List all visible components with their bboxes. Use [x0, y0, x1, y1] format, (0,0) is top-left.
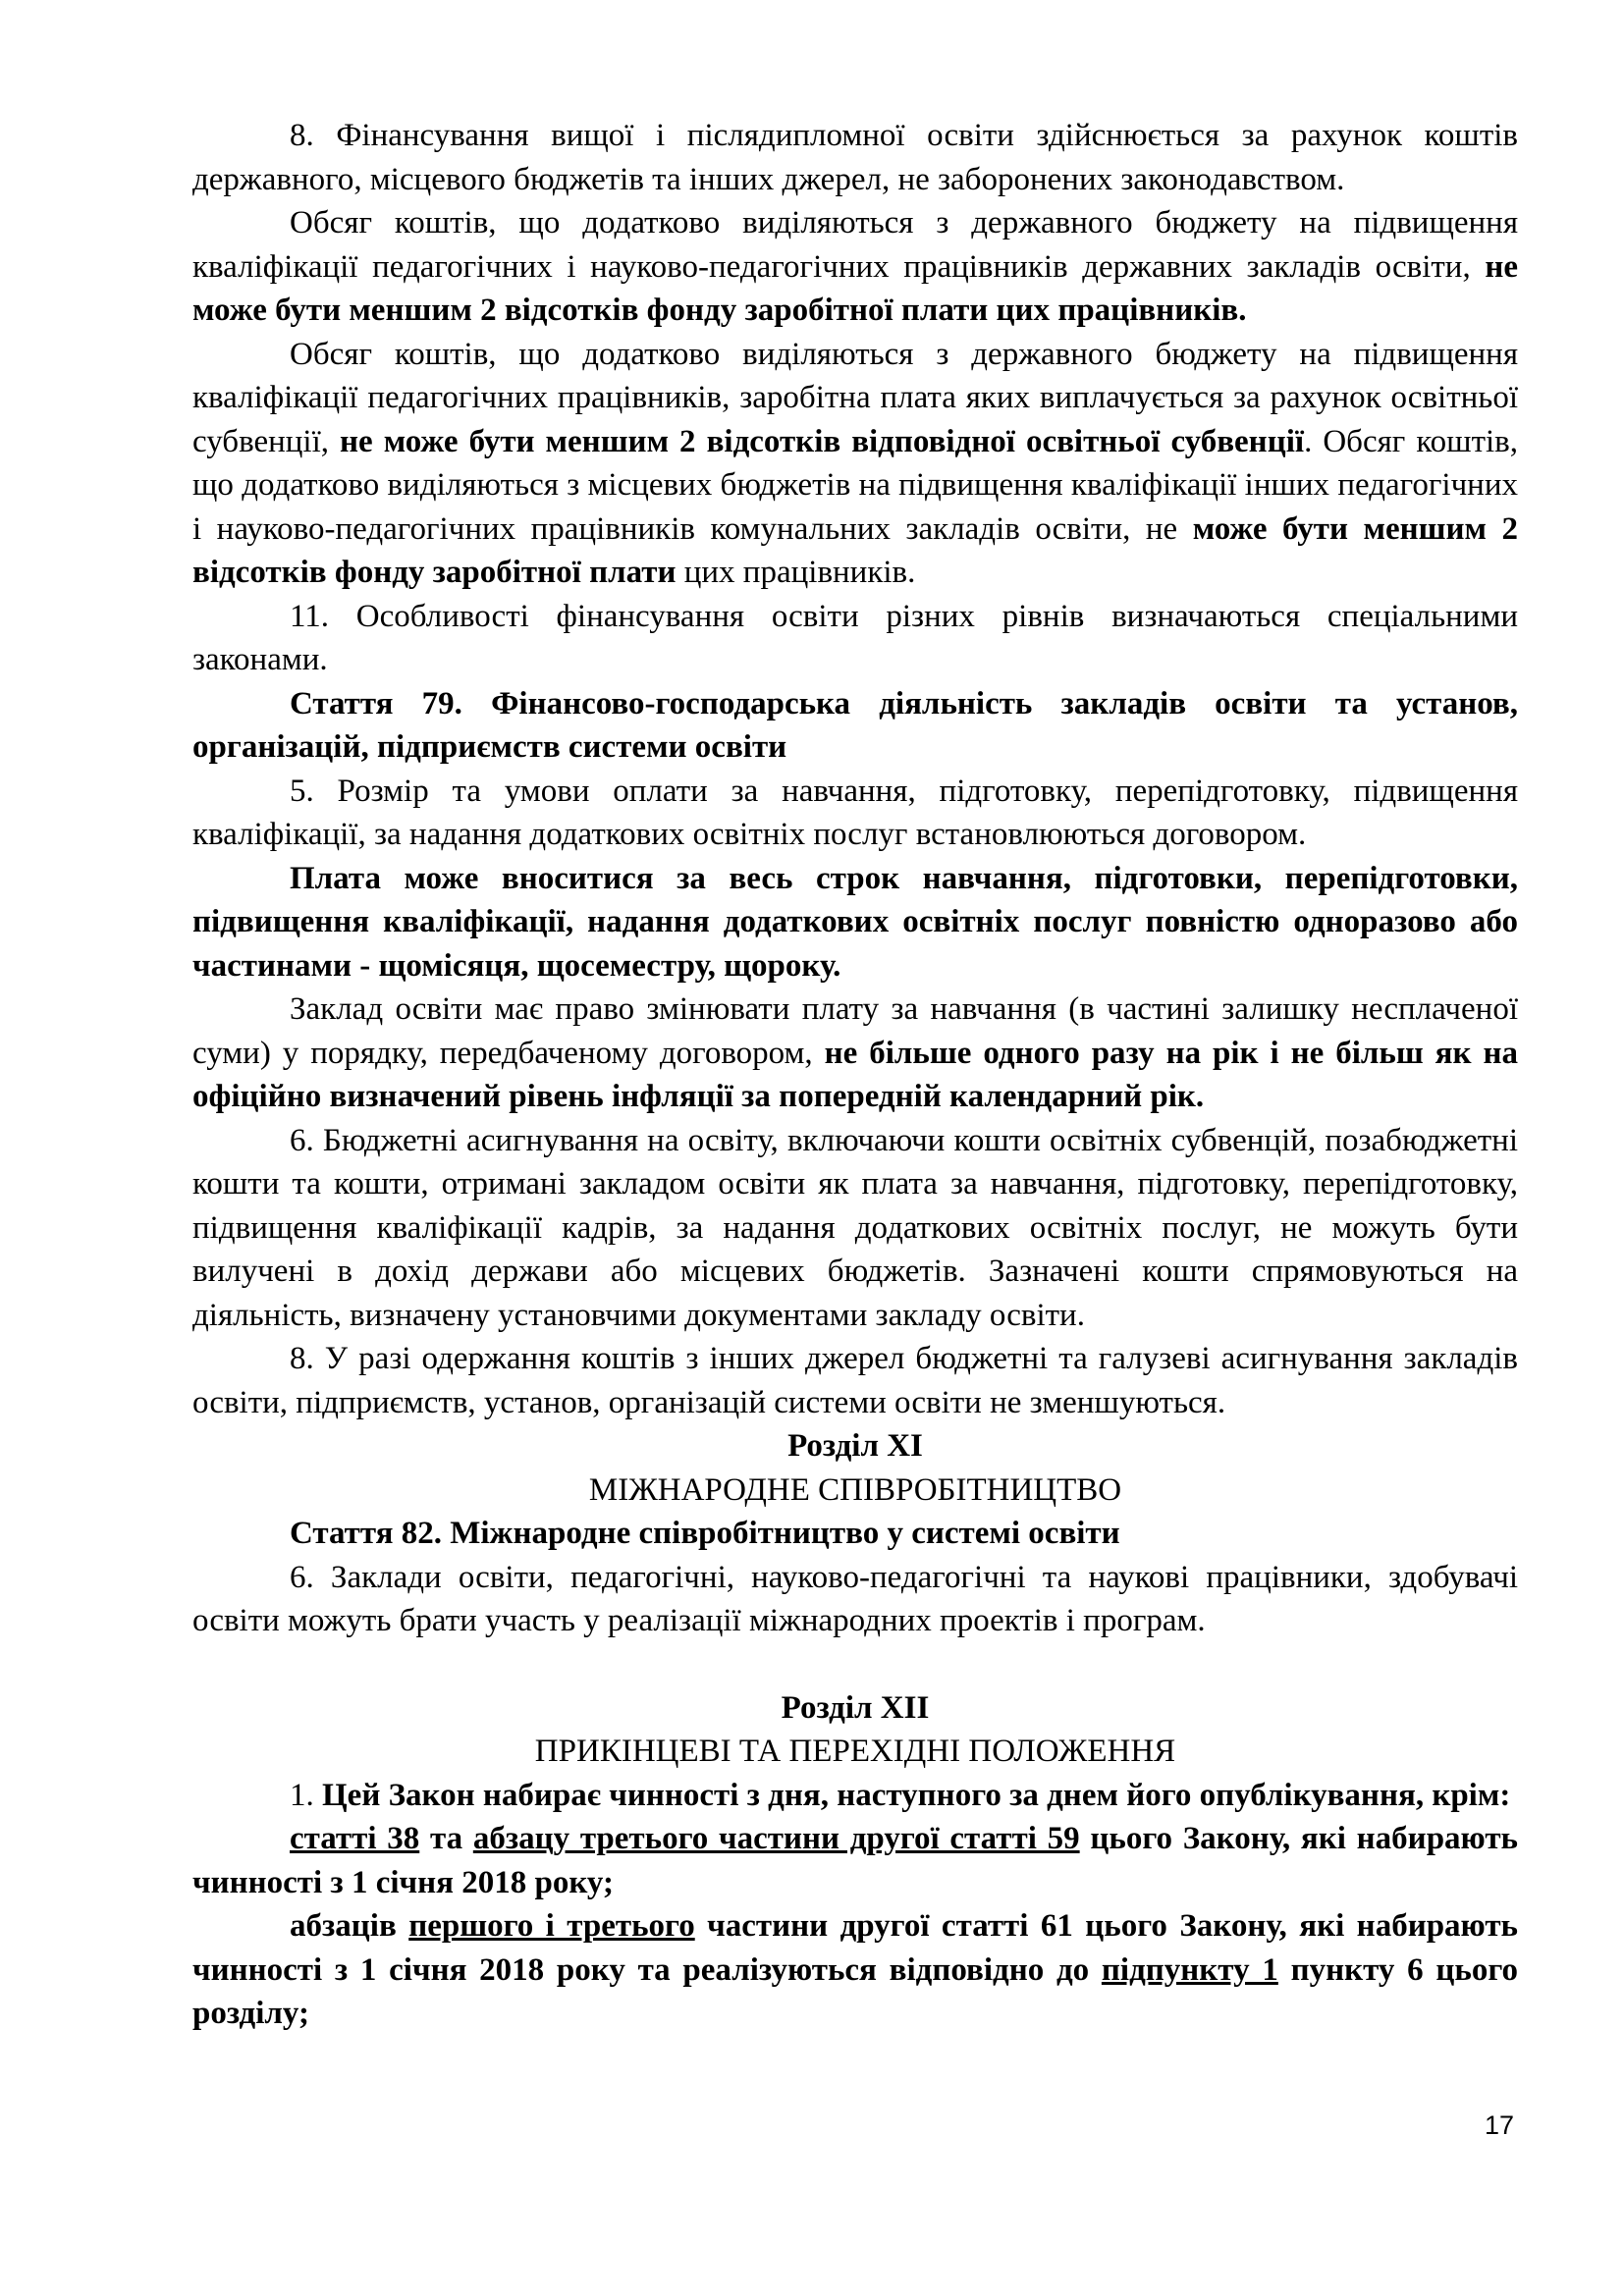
paragraph: 6. Бюджетні асигнування на освіту, включаючи кошти освітніх субвенцій, позабюджетні кошти та кошти, отримані закладом освіти як плата за навчання, підготовку, перепідготовку, підвищення кваліфікації кадрів, за надання додаткових освітніх послуг, не можуть бути вилучені в дохід держави або місцевих бюджетів. Зазначені кошти спрямовуються на діяльність, визначену установчими документами закладу освіти.	[192, 1122, 1518, 1333]
article-heading: Стаття 82. Міжнародне співробітництво у системі освіти	[290, 1516, 1120, 1551]
text-run: абзаців	[290, 1908, 409, 1944]
text-run: та	[419, 1821, 473, 1856]
bold-text: не може бути меншим 2 відсотків фонду заробітної плати цих працівників.	[192, 248, 1518, 328]
document-page	[192, 114, 1518, 2036]
section-label: Розділ XI	[787, 1428, 923, 1464]
paragraph	[192, 1774, 1518, 1818]
paragraph: 11. Особливості фінансування освіти різних рівнів визначаються спеціальними законами.	[192, 598, 1518, 677]
article-heading: Стаття 79. Фінансово-господарська діяльність закладів освіти та установ, організацій, підприємств системи освіти	[192, 685, 1518, 765]
underlined-link-text: абзацу третього частини другої статті 59	[472, 1821, 1080, 1856]
paragraph: 6. Заклади освіти, педагогічні, науково-педагогічні та наукові працівники, здобувачі освіти можуть брати участь у реалізації міжнародних проектів і програм.	[192, 1559, 1518, 1638]
paragraph: 8. Фінансування вищої і післядипломної освіти здійснюється за рахунок коштів державного, місцевого бюджетів та інших джерел, не заборонених законодавством.	[192, 118, 1518, 197]
paragraph: 8. У разі одержання коштів з інших джерел бюджетні та галузеві асигнування закладів освіти, підприємств, установ, організацій системи освіти не зменшуються.	[192, 1341, 1518, 1420]
underlined-link-text: підпункту 1	[1101, 1951, 1278, 1988]
paragraph	[192, 988, 1518, 1119]
bold-text: може бути меншим 2 відсотків фонду заробітної плати	[192, 510, 1518, 590]
section-label: Розділ XII	[781, 1689, 930, 1726]
text-run: Обсяг коштів, що додатково виділяються з державного бюджету на підвищення кваліфікації педагогічних і науково-педагогічних працівників державних закладів освіти,	[192, 205, 1518, 285]
underlined-link-text: статті 38	[290, 1821, 420, 1856]
paragraph: 5. Розмір та умови оплати за навчання, підготовку, перепідготовку, підвищення кваліфікації, за надання додаткових освітніх послуг встановлюються договором.	[192, 773, 1518, 852]
paragraph	[192, 333, 1518, 595]
text-run: Заклад освіти має право змінювати плату за навчання (в частині залишку несплаченої суми) у порядку, передбаченому договором,	[192, 991, 1518, 1071]
bold-text: Цей Закон набирає чинності з дня, наступного за днем його опублікування, крім:	[322, 1777, 1511, 1813]
text-run: 1.	[290, 1777, 322, 1813]
section-title: МІЖНАРОДНЕ СПІВРОБІТНИЦТВО	[588, 1471, 1122, 1508]
paragraph	[192, 1904, 1518, 2036]
section-title: ПРИКІНЦЕВІ ТА ПЕРЕХІДНІ ПОЛОЖЕННЯ	[534, 1734, 1176, 1769]
underlined-link-text: першого і третього	[408, 1908, 695, 1944]
text-run: . Обсяг коштів, що додатково виділяються з місцевих бюджетів на підвищення кваліфікації інших педагогічних і науково-педагогічних працівників комунальних закладів освіти, не	[192, 423, 1519, 547]
text-run: цього Закону, які набирають чинності з 1 січня 2018 року;	[192, 1821, 1518, 1900]
bold-text: не більше одного разу на рік і не більш як на офіційно визначений рівень інфляції за попередній календарний рік.	[192, 1035, 1518, 1114]
bold-text: не може бути меншим 2 відсотків відповідної освітньої субвенції	[340, 423, 1305, 459]
page-number: 17	[1484, 2110, 1514, 2140]
paragraph: Плата може вноситися за весь строк навчання, підготовки, перепідготовки, підвищення кваліфікації, надання додаткових освітніх послуг повністю одноразово або частинами - щомісяця, щосеместру, щороку.	[192, 860, 1518, 984]
text-run: Обсяг коштів, що додатково виділяються з державного бюджету на підвищення кваліфікації педагогічних працівників, заробітна плата яких виплачується за рахунок освітньої субвенції,	[192, 336, 1518, 459]
text-run: пункту 6 цього розділу;	[192, 1951, 1518, 2031]
paragraph	[192, 201, 1518, 333]
text-run: цих працівників.	[676, 555, 916, 590]
text-run: частини другої статті 61 цього Закону, які набирають чинності з 1 січня 2018 року та реалізуються відповідно до	[192, 1908, 1519, 1988]
paragraph	[192, 1817, 1518, 1904]
